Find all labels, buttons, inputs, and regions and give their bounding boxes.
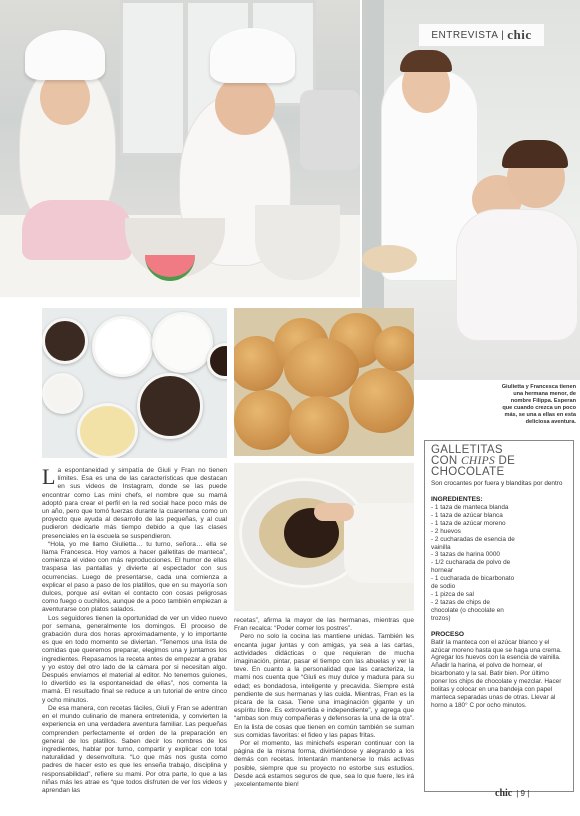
photo-mixing-bowl [234,463,414,611]
ingredients-heading: INGREDIENTES: [431,496,483,503]
photo-ingredients [42,308,227,458]
list-item: - 1 taza de manteca blanda [431,504,509,511]
article-paragraph: Pero no solo la cocina las mantiene unidas. También les encanta jugar juntas y con amigas, ya sea a las cartas, actividades didácticas o que requieran de mucha imaginación, pintar, pasar el tiempo con las abuelas y ver la teve. En cuanto a la personalidad que las caracteriza, la mami nos cuenta que “Giuli es muy dulce y madura para su edad; es bondadosa, inteligente y precavida. Siempre está pendiente de sus hermanas y las cuida. Mientras, Fran es la pícara de la casa. Tiene una imaginación gigante y un espíritu libre. Es extrovertida e independiente”, y agrega que “ambas son muy compañeras y defensoras la una de la otra”. En la lista de cosas que tienen en común también se suman sus comidas favoritas: el fideo y las papas fritas. [234,633,414,739]
article-paragraph: recetas”, afirma la mayor de las hermanas, mientras que Fran recalca: “Poder comer los postres”. [234,617,414,633]
caption-line: deliciosa aventura. [525,419,576,425]
caption-line: una hermana menor, de [513,391,576,397]
page-footer [495,788,529,799]
caption-line: que cuando crezca un poco [502,405,576,411]
list-item: de sodio [431,583,456,591]
caption-line: Giulietta y Francesca tienen [501,384,576,390]
article-column-1 [42,464,227,795]
list-item: - 1 taza de azúcar moreno [431,519,506,527]
list-item: - 3 tazas de harina 0000 [431,551,500,559]
footer-brand: chic [495,788,513,799]
photo-caption [430,384,576,426]
section-label: ENTREVISTA | [431,29,505,41]
article-paragraph: Por el momento, las minichefs esperan continuar con la página de la misma forma, divirtiéndose y alegrando a los demás con recetas. Intentarán mantenerse lo más activas posible, siempre que su proyecto no estorbe sus estudios. Desde acá estamos seguros de que, sea lo que fuere, les irá ¡excelentemente bien! [234,740,414,789]
list-item: vainilla [431,543,451,551]
page-number: | 9 | [516,789,530,798]
drop-cap: L [42,464,56,489]
list-item: - 1/2 cucharada de polvo de [431,559,511,567]
caption-line: más, se una a ellas en esta [504,412,576,418]
process-text: Batir la manteca con el azúcar blanco y el azúcar moreno hasta que se haga una crema. Agregar los huevos con la esencia de vainilla. Añadir la harina, el polvo de hornear, el bicarbonato y la sal. Batir bien. Por último poner los chips de chocolate y mezclar. Hacer bolitas y colocar en una bandeja con papel manteca separadas unas de otras. Llevar al horno a 180° C por ocho minutos. [431,638,562,709]
article-column-2 [234,617,414,789]
photo-kitchen-girls [0,0,360,297]
article-paragraph: La espontaneidad y simpatía de Giuli y Fran no tienen límites. Esa es una de las características que destacan en sus videos de Instagram, donde se las puede encontrar como Las mini chefs, el nombre que su mamá adoptó para crear el perfil en la red social hace poco más de un año, pero que tomó fuerzas durante la cuarentena como un proyecto que ayuda al desarrollo de las pequeñas, y al cual pudieron dedicarle más tiempo debido a que las clases presenciales en la escuela se suspendieron. [42,464,227,540]
article-paragraph: “Hola, yo me llamo Giulietta… tu turno, señora… ella se llama Francesca. Hoy vamos a hacer galletitas de manteca”, comienza el video con más reproducciones. El humor de ellas traspasa las pantallas y divierte al espectador con sus ocurrencias. Luego de presentarse, cada una comienza a explicar el paso a paso de los platillos, que en su mayoría son dulces, porque así evitan el contacto con cosas peligrosas como fuego o cuchillos, aunque de a poco también empiezan a aventurarse con platos salados. [42,540,227,614]
list-item: - 1 pizca de sal [431,590,474,598]
recipe-subtitle: Son crocantes por fuera y blanditas por dentro [431,480,563,487]
caption-line: nombre Filippa. Esperan [510,398,576,404]
list-item: trozos) [431,614,451,622]
list-item: - 1 taza de azúcar blanca [431,511,503,519]
section-header [419,24,544,46]
list-item: - 2 tazas de chips de [431,598,490,606]
list-item: - 2 huevos [431,527,461,535]
article-paragraph: De esa manera, con recetas fáciles, Giuli y Fran se adentran en el mundo culinario de manera entretenida, y convierten la experiencia en una verdadera aventura familiar. Las pequeñas comprenden perfectamente el orden de la preparación en general de los platillos. Saben decir los nombres de los ingredientes, hablar por turno, compartir y explicar con total naturalidad y desenvoltura. “Lo que más nos gusta como padres de hacer esto es que les enseña trabajo, disciplina y responsabilidad”, refiere su mami. Por otra parte, lo que a las niñas más les atrae es “que todos disfruten de ver los videos y aprendan las [42,704,227,794]
list-item: hornear [431,567,454,575]
recipe-box [424,440,574,792]
photo-cookies [234,308,414,456]
list-item: chocolate (o chocolate en [431,606,504,614]
ingredients-list [431,504,567,623]
list-item: - 2 cucharadas de esencia de [431,535,515,543]
recipe-title: GALLETITAS CON CHIPS DE CHOCOLATE [431,444,516,478]
process-heading: PROCESO [431,630,464,638]
list-item: - 1 cucharada de bicarbonato [431,575,515,583]
article-paragraph: Los seguidores tienen la oportunidad de ver un video nuevo por semana, generalmente los domingos. El proceso de grabación dura dos horas aproximadamente, y lo importante es que en todo momento se diviertan. “Tenemos una lista de comidas que queremos preparar, elegimos una y juntamos los ingredientes. Repasamos la receta antes de empezar a grabar y yo estoy del otro lado de la cámara por si necesitan algo. Después envíamos el material al editor. No tenemos guiones, lo divertido es la espontaneidad de ellas”, nos comenta la mamá. El resultado final se reduce a un tutorial de entre cinco y ocho minutos. [42,614,227,704]
brand-logo: chic [507,27,532,42]
